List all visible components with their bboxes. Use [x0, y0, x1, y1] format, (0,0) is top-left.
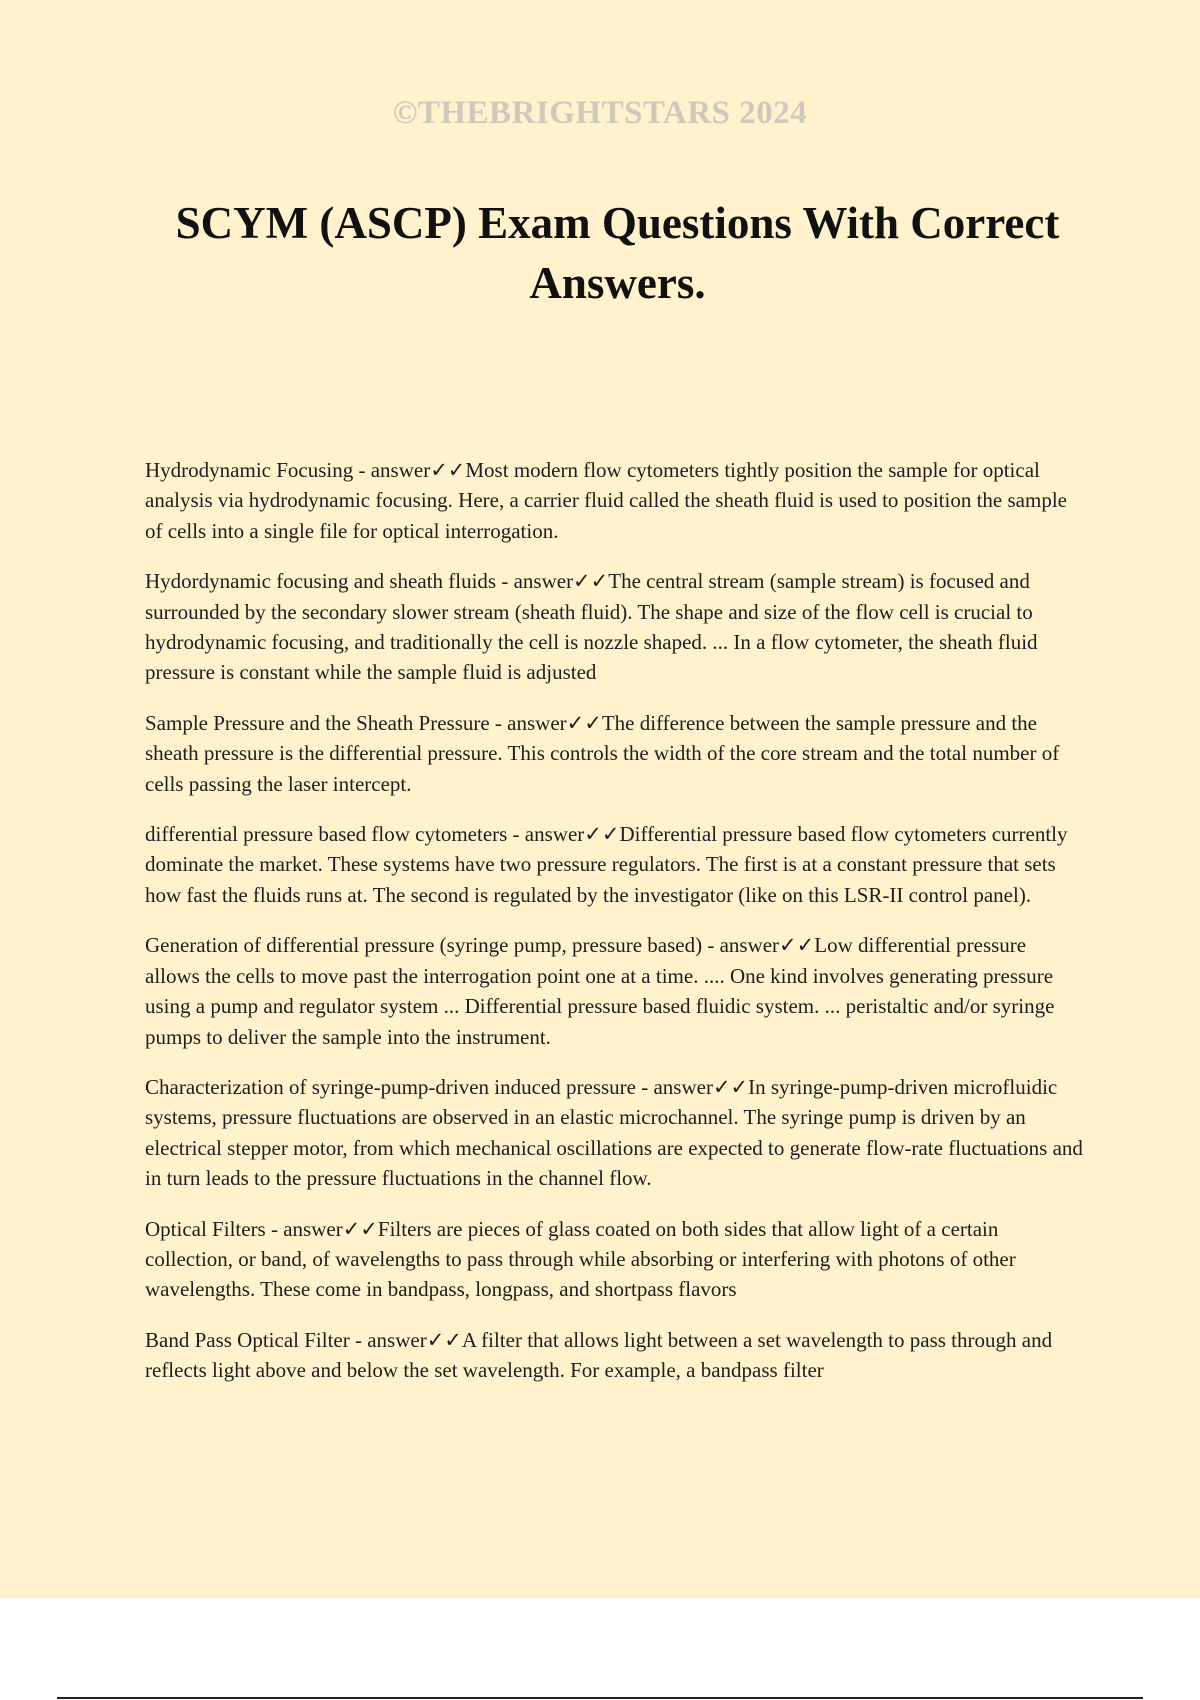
document-title: SCYM (ASCP) Exam Questions With Correct Answers. — [175, 198, 1060, 308]
copyright-watermark: ©THEBRIGHTSTARS 2024 — [392, 95, 808, 131]
qa-entry-sheath-fluids: Hydordynamic focusing and sheath fluids - answer✓✓The central stream (sample stream) is focused and surrounded by the secondary slower stream (sheath fluid). The shape and size of the flow cell is crucial to hydrodynamic focusing, and traditionally the cell is nozzle shaped. ... In a flow cytometer, the sheath fluid pressure is constant while the sample fluid is adjusted — [145, 569, 1038, 685]
page-divider-line — [57, 1697, 1143, 1699]
qa-entry-differential-pressure-cytometers: differential pressure based flow cytometers - answer✓✓Differential pressure based flow cytometers currently dominate the market. These systems have two pressure regulators. The first is at a constant pressure that sets how fast the fluids runs at. The second is regulated by the investigator (like on this LSR-II control panel). — [145, 822, 1068, 907]
qa-entry-sample-sheath-pressure: Sample Pressure and the Sheath Pressure - answer✓✓The difference between the sample pressure and the sheath pressure is the differential pressure. This controls the width of the core stream and the total number of cells passing the laser intercept. — [145, 710, 1060, 796]
qa-entry-syringe-pump-pressure: Characterization of syringe-pump-driven induced pressure - answer✓✓In syringe-pump-driven microfluidic systems, pressure fluctuations are observed in an elastic microchannel. The syringe pump is driven by an electrical stepper motor, from which mechanical oscillations are expected to generate flow-rate fluctuations and in turn leads to the pressure fluctuations in the channel flow. — [145, 1074, 1083, 1191]
question-list — [145, 455, 1085, 1406]
qa-entry-band-pass-filter: Band Pass Optical Filter - answer✓✓A filter that allows light between a set wavelength to pass through and reflects light above and below the set wavelength. For example, a bandpass filter — [145, 1327, 1053, 1383]
qa-entry-optical-filters: Optical Filters - answer✓✓Filters are pieces of glass coated on both sides that allow light of a certain collection, or band, of wavelengths to pass through while absorbing or interfering with photons of other wavelengths. These come in bandpass, longpass, and shortpass flavors — [145, 1216, 1016, 1302]
qa-entry-generation-differential-pressure: Generation of differential pressure (syringe pump, pressure based) - answer✓✓Low differential pressure allows the cells to move past the interrogation point one at a time. .... One kind involves generating pressure using a pump and regulator system ... Differential pressure based fluidic system. ... peristaltic and/or syringe pumps to deliver the sample into the instrument. — [145, 933, 1055, 1049]
qa-entry-hydrodynamic-focusing: Hydrodynamic Focusing - answer✓✓Most modern flow cytometers tightly position the sample for optical analysis via hydrodynamic focusing. Here, a carrier fluid called the sheath fluid is used to position the sample of cells into a single file for optical interrogation. — [145, 458, 1067, 543]
